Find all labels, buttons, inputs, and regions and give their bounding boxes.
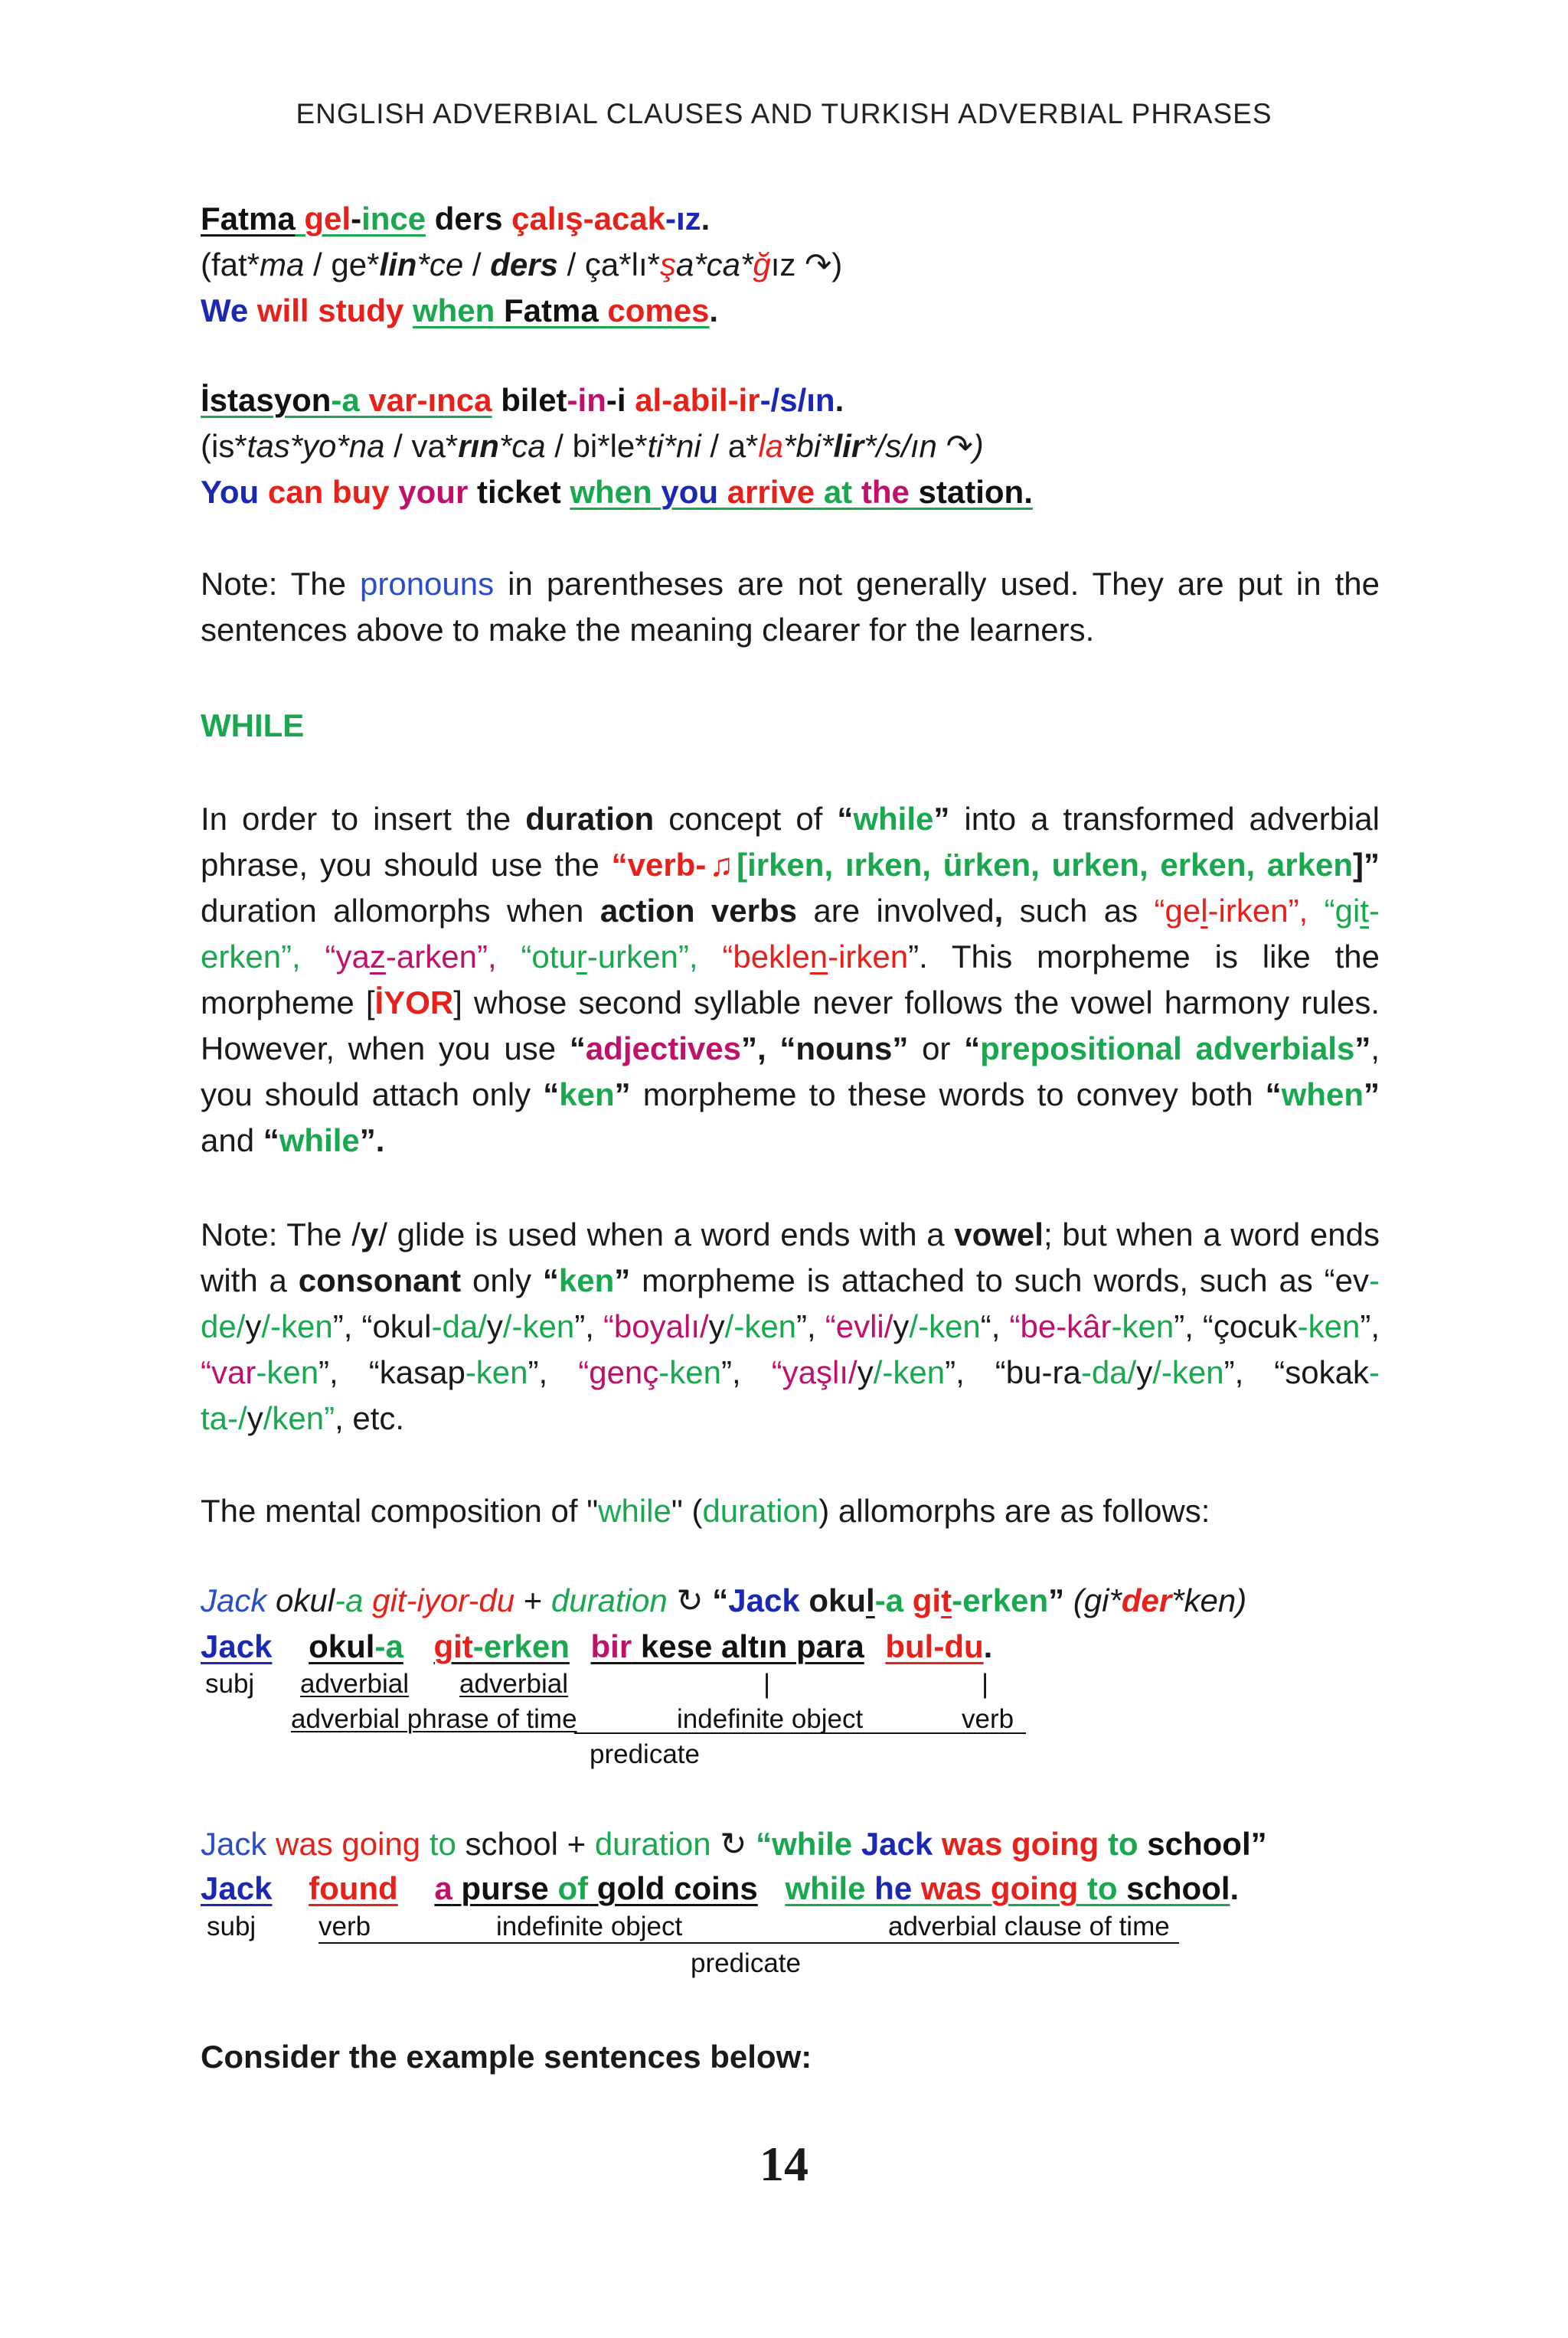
section-heading-while: WHILE [201,707,305,743]
page-header: ENGLISH ADVERBIAL CLAUSES AND TURKISH ADVERBIAL PHRASES [296,98,1272,129]
note-pronouns: Note: The pronouns in parentheses are not generally used. They are put in the sentences above to make the meaning clearer for the learners. [201,566,1380,648]
ex4-sentence: Jack found a purse of gold coins while he was going to school. [201,1870,1240,1906]
page-number: 14 [760,2137,808,2191]
ex1-turkish: Fatma gel-ince ders çalış-acak-ız. [201,201,710,237]
ex4-formula: Jack was going to school + duration ↻ “while Jack was going to school” [201,1826,1267,1862]
ex2-english: You can buy your ticket when you arrive at the station. [201,474,1033,510]
ex1-english: We will study when Fatma comes. [201,292,719,328]
ex3-formula: Jack okul-a git-iyor-du + duration ↻ “Jack okul-a git-erken” (gi*der*ken) [201,1582,1247,1618]
ex3-sentence: Jack okul-a git-erken bir kese altın para bul-du. [201,1628,993,1664]
mental-composition: The mental composition of "while" (duration) allomorphs are as follows: [201,1493,1210,1529]
ex1-suffix: ince [361,201,426,237]
ex2-pronunciation: (is*tas*yo*na / va*rın*ca / bi*le*ti*ni / a*la*bi*lir*/s/ın ↷) [201,428,984,464]
ex1-word: çalış [511,201,583,237]
consider-heading: Consider the example sentences below: [201,2039,812,2075]
ex1-word: gel [304,201,351,237]
paragraph-duration: In order to insert the duration concept of “while” into a transformed adverbial phrase, you should use the “verb-♫[irken, ırken, ürken, urken, erken, arken]” duration allomorphs when action verbs are involved, such as “gel-irken”, “git-erken”, “yaz-arken”, “otur-urken”, “beklen-irken”. This morpheme is like the morpheme [İYOR] whose second syllable never follows the vowel harmony rules. However, when you use “adjectives”, “nouns” or “prepositional adverbials”, you should attach only “ken” morpheme to these words to convey both “when” and “while”. [201,801,1380,1158]
note-glide: Note: The /y/ glide is used when a word ends with a vowel; but when a word ends with a consonant only “ken” morpheme is attached to such words, such as “ev-de/y/-ken”, “okul-da/y/-ken”, “boyalı/y/-ken”, “evli/y/-ken“, “be-kâr-ken”, “çocuk-ken”, “var-ken”, “kasap-ken”, “genç-ken”, “yaşlı/y/-ken”, “bu-ra-da/y/-ken”, “sokak-ta-/y/ken”, etc. [201,1216,1380,1436]
ex1-word: ders [434,201,503,237]
ex1-pronunciation: (fat*ma / ge*lin*ce / ders / ça*lı*şa*ca*ğız ↷) [201,247,843,282]
ex1-word: Fatma [201,201,296,237]
ex2-turkish: İstasyon-a var-ınca bilet-in-i al-abil-ir-/s/ın. [201,382,844,418]
